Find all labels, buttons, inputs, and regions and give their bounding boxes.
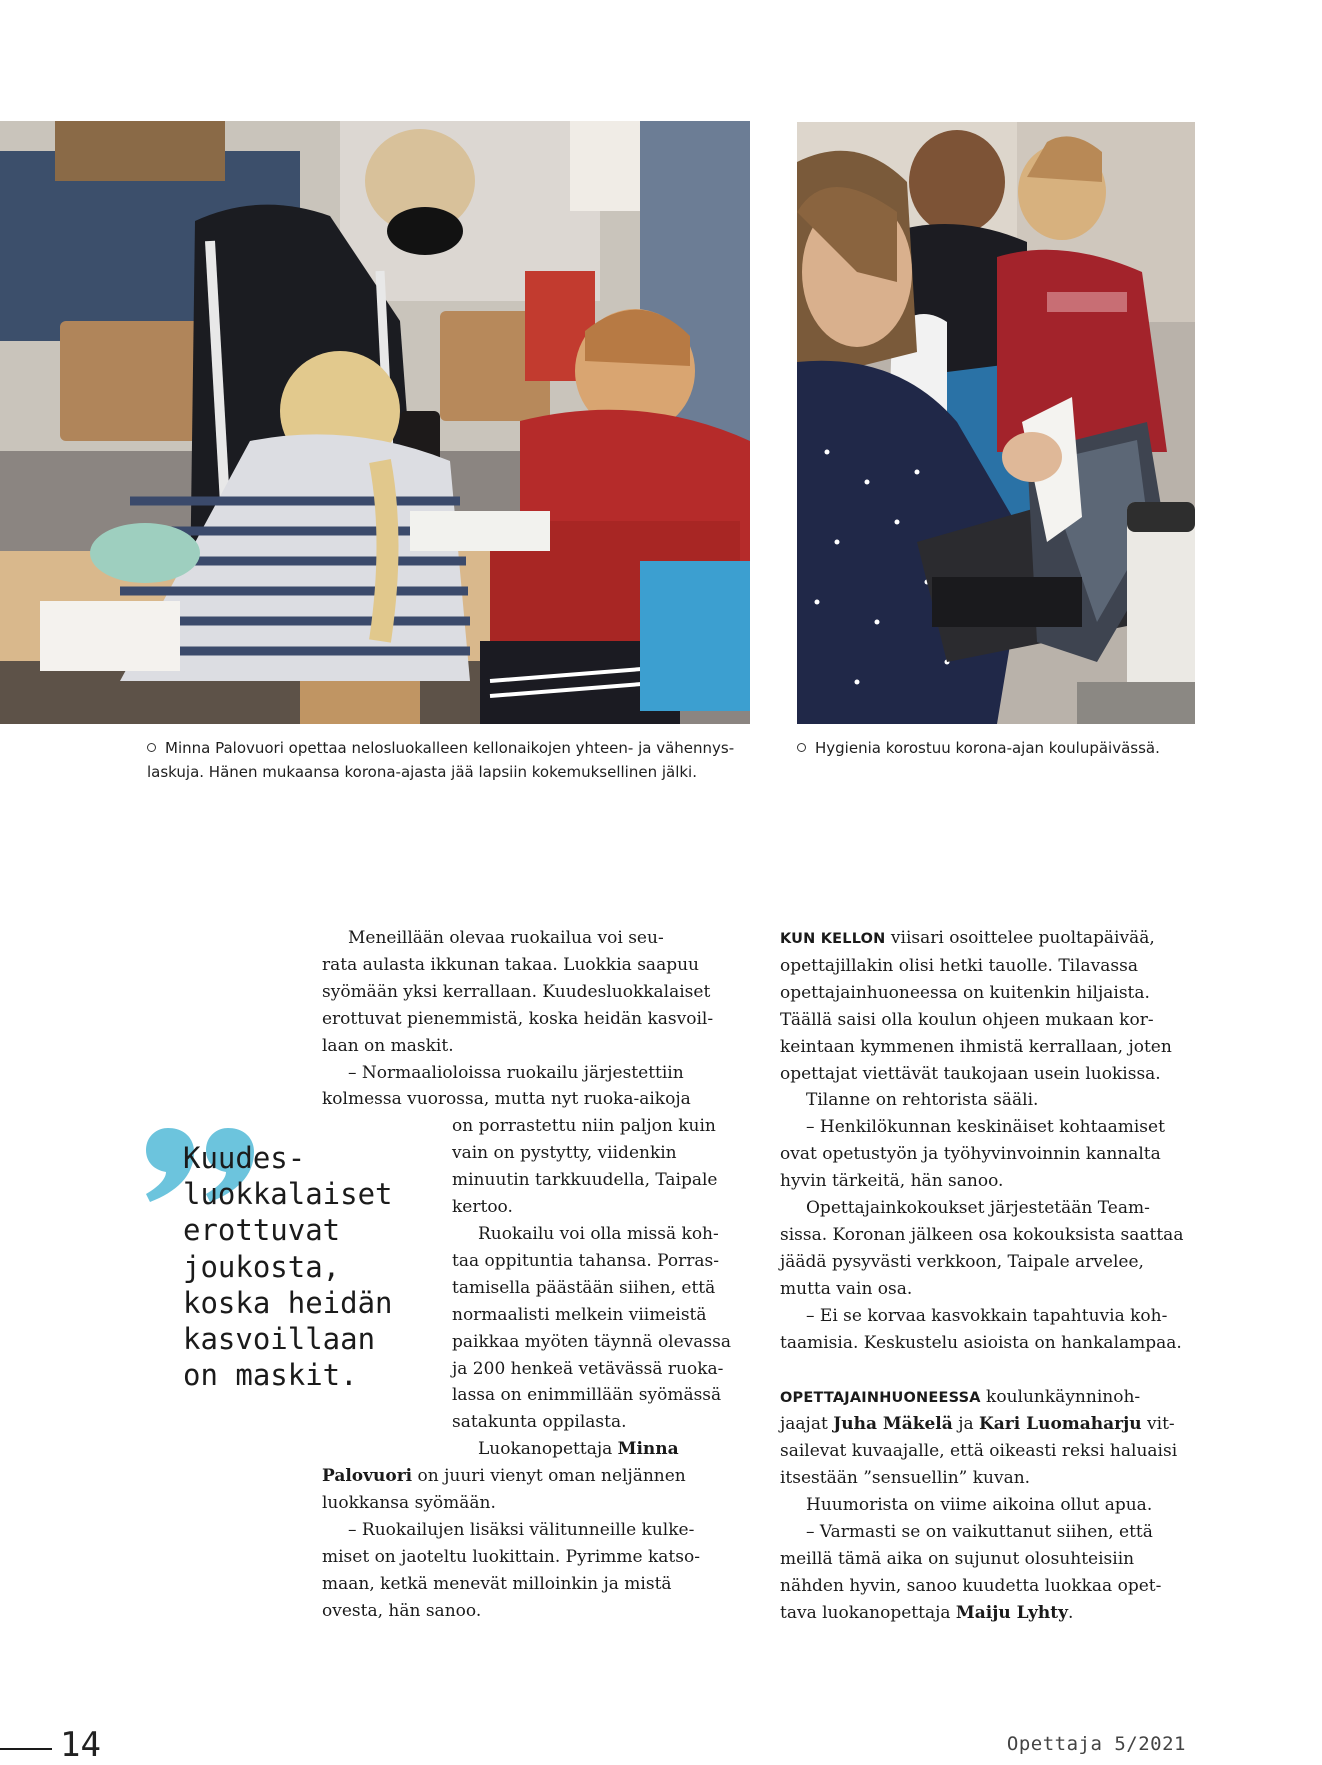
body-line: sissa. Koronan jälkeen osa kokouksista saattaa xyxy=(780,1224,1184,1245)
body-line: jaajat Juha Mäkelä ja Kari Luomaharju vit- xyxy=(780,1414,1175,1435)
body-line: keintaan kymmenen ihmistä kerrallaan, joten xyxy=(780,1036,1172,1057)
body-line: on porrastettu niin paljon kuin xyxy=(452,1116,716,1137)
body-line: laan on maskit. xyxy=(322,1035,454,1056)
body-line: jäädä pysyvästi verkkoon, Taipale arvelee, xyxy=(780,1251,1144,1272)
article-column-right xyxy=(780,925,1200,1627)
body-line: tava luokanopettaja Maiju Lyhty. xyxy=(780,1602,1074,1623)
body-line: Tilanne on rehtorista sääli. xyxy=(806,1090,1039,1111)
body-line: erottuvat pienemmistä, koska heidän kasvoil- xyxy=(322,1008,714,1029)
body-line: ja 200 henkeä vetävässä ruoka- xyxy=(452,1358,724,1379)
body-line: tamisella päästään siihen, että xyxy=(452,1277,716,1298)
body-line: luokkansa syömään. xyxy=(322,1493,496,1514)
body-line: sailevat kuvaajalle, että oikeasti reksi haluaisi xyxy=(780,1441,1178,1462)
body-line: – Varmasti se on vaikuttanut siihen, että xyxy=(806,1522,1153,1543)
body-line: Täällä saisi olla koulun ohjeen mukaan kor- xyxy=(780,1009,1154,1030)
body-line: satakunta oppilasta. xyxy=(452,1412,627,1433)
person-name: Maiju Lyhty xyxy=(955,1602,1068,1623)
classroom-photo-teacher xyxy=(0,121,750,724)
caption-bullet-icon xyxy=(797,743,806,752)
body-line: normaalisti melkein viimeistä xyxy=(452,1304,707,1325)
body-line: Luokanopettaja Minna xyxy=(478,1439,679,1460)
body-line: ovat opetustyön ja työhyvinvoinnin kannalta xyxy=(780,1144,1161,1165)
body-line: hyvin tärkeitä, hän sanoo. xyxy=(780,1171,1004,1192)
person-name: Juha Mäkelä xyxy=(833,1414,953,1435)
body-line: ovesta, hän sanoo. xyxy=(322,1600,482,1621)
body-line: Palovuori on juuri vienyt oman neljännen xyxy=(322,1466,686,1487)
person-name: Minna xyxy=(617,1439,679,1460)
body-line: vain on pystytty, viidenkin xyxy=(452,1143,677,1164)
body-line: Ruokailu voi olla missä koh- xyxy=(478,1223,719,1244)
person-name: Kari Luomaharju xyxy=(979,1414,1142,1435)
body-line: opettajainhuoneessa on kuitenkin hiljaista. xyxy=(780,982,1150,1003)
body-line: Opettajainkokoukset järjestetään Team- xyxy=(806,1198,1150,1219)
issue-label: Opettaja 5/2021 xyxy=(1006,1733,1186,1755)
body-line: – Normaalioloissa ruokailu järjestettiin xyxy=(348,1062,684,1083)
body-line: – Ei se korvaa kasvokkain tapahtuvia koh- xyxy=(806,1305,1168,1326)
body-line: miset on jaoteltu luokittain. Pyrimme katso- xyxy=(322,1546,700,1567)
body-line: mutta vain osa. xyxy=(780,1278,913,1299)
body-line: rata aulasta ikkunan takaa. Luokkia saapuu xyxy=(322,954,699,975)
body-line: nähden hyvin, sanoo kuudetta luokkaa opet- xyxy=(780,1575,1162,1596)
footer-rule xyxy=(0,1748,52,1750)
pull-quote: Kuudes- luokkalaiset erottuvat joukosta, koska heidän kasvoillaan on maskit. xyxy=(183,1141,393,1393)
body-line: OPETTAJAINHUONEESSA koulunkäynninoh- xyxy=(780,1386,1141,1407)
caption-bullet-icon xyxy=(147,743,156,752)
person-name: Palovuori xyxy=(322,1466,413,1487)
body-line: kertoo. xyxy=(452,1197,513,1218)
body-line: taamisia. Keskustelu asioista on hankalampaa. xyxy=(780,1332,1182,1353)
body-line: taa oppituntia tahansa. Porras- xyxy=(452,1250,719,1271)
article-column-middle xyxy=(322,925,742,1625)
photo-caption-left: Minna Palovuori opettaa nelosluokalleen kellonaikojen yhteen- ja vähennys- laskuja. Hänen mukaansa korona-ajasta jää lapsiin kokemuksellinen jälki. xyxy=(147,739,735,781)
photo-caption-right: Hygienia korostuu korona-ajan koulupäivässä. xyxy=(797,736,1187,760)
section-lead: OPETTAJAINHUONEESSA xyxy=(780,1389,981,1406)
body-line: KUN KELLON viisari osoittelee puoltapäivää, xyxy=(780,928,1155,948)
body-line: opettajillakin olisi hetki tauolle. Tilavassa xyxy=(780,955,1139,976)
body-line: syömään yksi kerrallaan. Kuudesluokkalaiset xyxy=(322,981,711,1002)
body-line: – Ruokailujen lisäksi välitunneille kulke- xyxy=(348,1519,695,1540)
section-lead: KUN KELLON xyxy=(780,931,886,947)
body-line: Meneillään olevaa ruokailua voi seu- xyxy=(348,928,664,948)
body-line: itsestään ”sensuellin” kuvan. xyxy=(780,1468,1031,1489)
body-line: opettajat viettävät taukojaan usein luokissa. xyxy=(780,1063,1161,1084)
body-line: Huumorista on viime aikoina ollut apua. xyxy=(806,1495,1153,1516)
page-number: 14 xyxy=(60,1725,101,1765)
body-line: meillä tämä aika on sujunut olosuhteisiin xyxy=(780,1548,1135,1569)
body-line: lassa on enimmillään syömässä xyxy=(452,1385,722,1406)
body-line: paikkaa myöten täynnä olevassa xyxy=(452,1331,731,1352)
body-line: – Henkilökunnan keskinäiset kohtaamiset xyxy=(806,1117,1165,1138)
body-line: maan, ketkä menevät milloinkin ja mistä xyxy=(322,1573,672,1594)
body-line: minuutin tarkkuudella, Taipale xyxy=(452,1170,718,1191)
body-line: kolmessa vuorossa, mutta nyt ruoka-aikoja xyxy=(322,1089,691,1110)
classroom-photo-hygiene xyxy=(797,122,1195,724)
